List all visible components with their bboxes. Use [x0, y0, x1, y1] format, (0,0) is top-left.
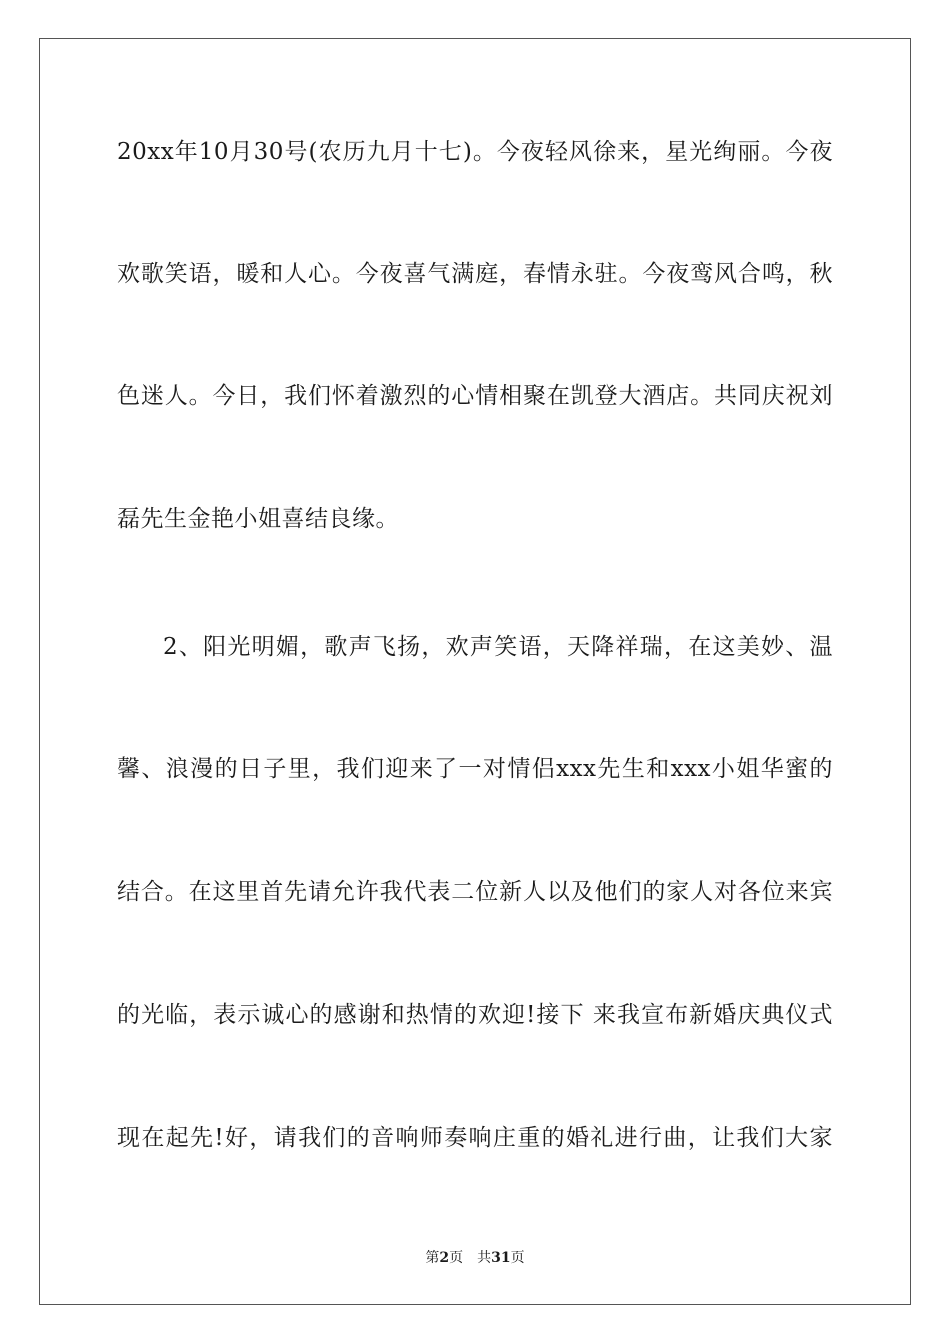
footer-page-current: 2 — [439, 1250, 450, 1266]
text-line-3: 色迷人。今日，我们怀着激烈的心情相聚在凯登大酒店。共同庆祝刘 — [117, 383, 833, 409]
footer-page-total: 31 — [491, 1250, 511, 1266]
text-line-6: 馨、浪漫的日子里，我们迎来了一对情侣xxx先生和xxx小姐华蜜的 — [117, 756, 833, 782]
footer-page-suffix: 页 — [449, 1250, 464, 1266]
text-line-7: 结合。在这里首先请允许我代表二位新人以及他们的家人对各位来宾 — [117, 879, 833, 905]
text-line-8: 的光临，表示诚心的感谢和热情的欢迎!接下 来我宣布新婚庆典仪式 — [117, 1002, 833, 1028]
text-line-1: 20xx年10月30号(农历九月十七)。今夜轻风徐来，星光绚丽。今夜 — [117, 139, 833, 165]
text-line-2: 欢歌笑语，暖和人心。今夜喜气满庭，春情永驻。今夜鸾风合鸣，秋 — [117, 261, 833, 287]
text-line-5: 2、阳光明媚，歌声飞扬，欢声笑语，天降祥瑞，在这美妙、温 — [163, 634, 833, 660]
page-border — [39, 38, 911, 1305]
footer-total-prefix: 共 — [477, 1250, 492, 1266]
footer-page-prefix: 第 — [425, 1250, 440, 1266]
text-line-9: 现在起先!好，请我们的音响师奏响庄重的婚礼进行曲，让我们大家 — [117, 1125, 833, 1151]
footer-total-suffix: 页 — [510, 1250, 525, 1266]
text-line-4: 磊先生金艳小姐喜结良缘。 — [117, 506, 399, 532]
page-footer — [0, 1247, 950, 1267]
